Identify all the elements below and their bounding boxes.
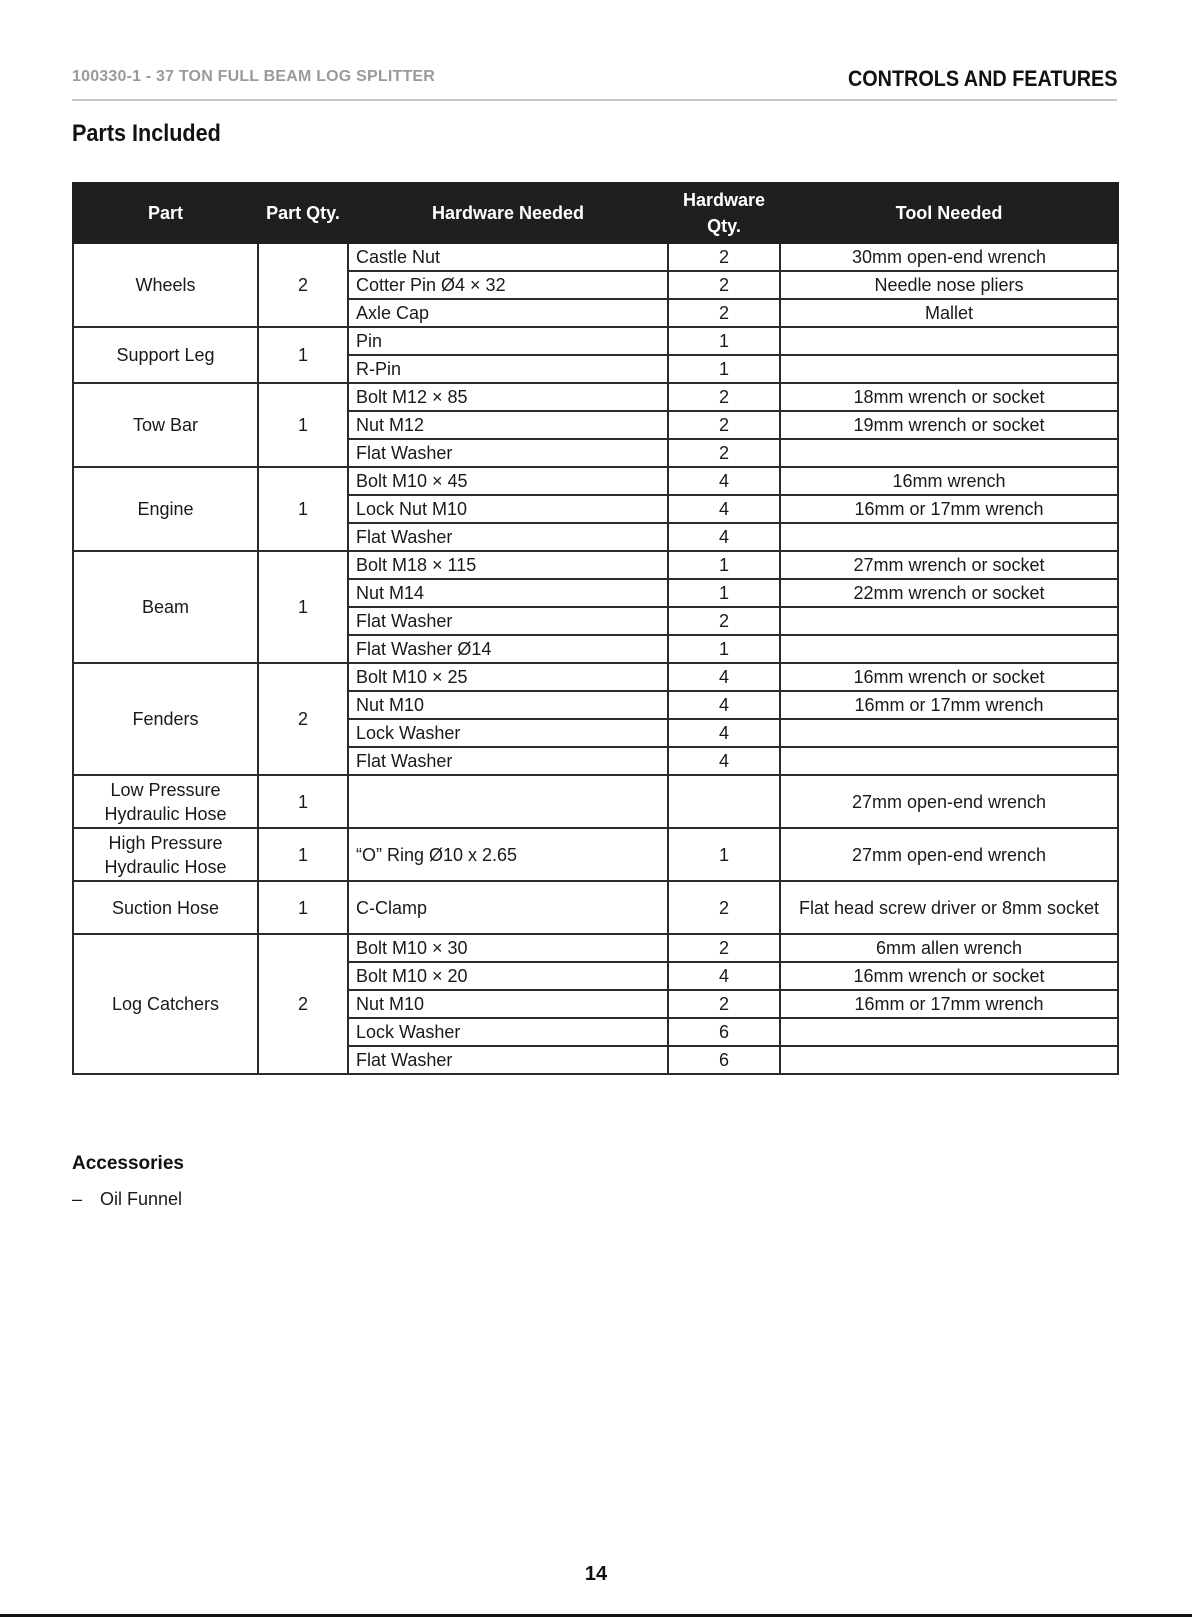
hardware-qty-cell: 1 (668, 635, 780, 663)
table-row (73, 934, 1118, 962)
tool-cell (780, 355, 1118, 383)
hardware-cell: Nut M10 (348, 990, 668, 1018)
section-title: CONTROLS AND FEATURES (847, 66, 1117, 91)
hardware-qty-cell: 2 (668, 934, 780, 962)
part-qty-cell: 1 (258, 467, 348, 551)
table-header-row (73, 183, 1118, 243)
part-qty-cell: 1 (258, 775, 348, 828)
hardware-cell: Flat Washer (348, 747, 668, 775)
tool-cell (780, 719, 1118, 747)
tool-cell: 30mm open-end wrench (780, 243, 1118, 271)
hardware-cell: Lock Washer (348, 1018, 668, 1046)
tool-cell (780, 523, 1118, 551)
hardware-qty-cell: 6 (668, 1046, 780, 1074)
hardware-cell: R-Pin (348, 355, 668, 383)
hardware-cell: Bolt M10 × 45 (348, 467, 668, 495)
tool-cell (780, 607, 1118, 635)
part-name-cell: Beam (73, 551, 258, 663)
document-code: 100330-1 - 37 TON FULL BEAM LOG SPLITTER (72, 68, 436, 85)
hardware-cell: Flat Washer (348, 1046, 668, 1074)
hardware-qty-cell: 2 (668, 607, 780, 635)
hardware-cell: C-Clamp (348, 881, 668, 934)
tool-cell: 6mm allen wrench (780, 934, 1118, 962)
tool-cell (780, 327, 1118, 355)
part-name-cell: Fenders (73, 663, 258, 775)
hardware-qty-cell (668, 775, 780, 828)
hardware-cell: Cotter Pin Ø4 × 32 (348, 271, 668, 299)
tool-cell: 16mm wrench (780, 467, 1118, 495)
tool-cell (780, 635, 1118, 663)
tool-cell (780, 1046, 1118, 1074)
column-header-tool-needed: Tool Needed (780, 183, 1118, 243)
hardware-cell: Axle Cap (348, 299, 668, 327)
hardware-qty-cell: 2 (668, 439, 780, 467)
column-header-part-qty: Part Qty. (258, 183, 348, 243)
part-qty-cell: 2 (258, 663, 348, 775)
hardware-cell: Flat Washer (348, 439, 668, 467)
hardware-cell: Flat Washer (348, 607, 668, 635)
tool-cell: 16mm or 17mm wrench (780, 691, 1118, 719)
header-divider (72, 99, 1117, 101)
hardware-qty-cell: 4 (668, 495, 780, 523)
hardware-cell: Nut M14 (348, 579, 668, 607)
hardware-qty-cell: 1 (668, 355, 780, 383)
page-title: Parts Included (72, 120, 221, 147)
part-qty-cell: 1 (258, 327, 348, 383)
hardware-cell: Flat Washer Ø14 (348, 635, 668, 663)
accessories-heading: Accessories (72, 1153, 184, 1174)
list-item (72, 1189, 182, 1210)
part-qty-cell: 1 (258, 551, 348, 663)
hardware-cell: Bolt M10 × 30 (348, 934, 668, 962)
hardware-qty-cell: 4 (668, 747, 780, 775)
hardware-cell: Bolt M12 × 85 (348, 383, 668, 411)
hardware-cell: “O” Ring Ø10 x 2.65 (348, 828, 668, 881)
part-name-cell: Wheels (73, 243, 258, 327)
tool-cell: 27mm wrench or socket (780, 551, 1118, 579)
hardware-qty-cell: 4 (668, 663, 780, 691)
hardware-qty-cell: 4 (668, 467, 780, 495)
part-name-cell: Suction Hose (73, 881, 258, 934)
hardware-qty-cell: 2 (668, 990, 780, 1018)
part-qty-cell: 1 (258, 383, 348, 467)
tool-cell: 16mm wrench or socket (780, 962, 1118, 990)
table-row (73, 243, 1118, 271)
hardware-cell: Bolt M18 × 115 (348, 551, 668, 579)
hardware-qty-cell: 2 (668, 881, 780, 934)
tool-cell (780, 1018, 1118, 1046)
part-name-cell: Engine (73, 467, 258, 551)
hardware-cell (348, 775, 668, 828)
parts-table-body (73, 243, 1118, 1074)
tool-cell: 19mm wrench or socket (780, 411, 1118, 439)
column-header-part: Part (73, 183, 258, 243)
hardware-cell: Bolt M10 × 20 (348, 962, 668, 990)
table-row (73, 775, 1118, 828)
tool-cell: 18mm wrench or socket (780, 383, 1118, 411)
table-row (73, 551, 1118, 579)
tool-cell: Needle nose pliers (780, 271, 1118, 299)
tool-cell: 22mm wrench or socket (780, 579, 1118, 607)
accessory-label: Oil Funnel (100, 1189, 183, 1209)
tool-cell: 16mm or 17mm wrench (780, 495, 1118, 523)
tool-cell: Flat head screw driver or 8mm socket (780, 881, 1118, 934)
part-name-cell: Log Catchers (73, 934, 258, 1074)
hardware-qty-cell: 2 (668, 411, 780, 439)
hardware-qty-cell: 4 (668, 523, 780, 551)
hardware-qty-cell: 2 (668, 299, 780, 327)
tool-cell: Mallet (780, 299, 1118, 327)
hardware-cell: Castle Nut (348, 243, 668, 271)
table-row (73, 327, 1118, 355)
tool-cell (780, 439, 1118, 467)
hardware-cell: Nut M10 (348, 691, 668, 719)
table-row (73, 663, 1118, 691)
tool-cell (780, 747, 1118, 775)
hardware-qty-cell: 4 (668, 962, 780, 990)
part-qty-cell: 1 (258, 881, 348, 934)
hardware-cell: Flat Washer (348, 523, 668, 551)
part-name-cell: Low Pressure Hydraulic Hose (73, 775, 258, 828)
hardware-cell: Lock Washer (348, 719, 668, 747)
hardware-qty-cell: 4 (668, 719, 780, 747)
hardware-qty-cell: 1 (668, 579, 780, 607)
hardware-qty-cell: 2 (668, 383, 780, 411)
hardware-cell: Bolt M10 × 25 (348, 663, 668, 691)
hardware-cell: Pin (348, 327, 668, 355)
table-row (73, 828, 1118, 881)
tool-cell: 27mm open-end wrench (780, 828, 1118, 881)
hardware-qty-cell: 6 (668, 1018, 780, 1046)
tool-cell: 16mm or 17mm wrench (780, 990, 1118, 1018)
column-header-hardware-qty: Hardware Qty. (668, 183, 780, 243)
hardware-cell: Lock Nut M10 (348, 495, 668, 523)
hardware-cell: Nut M12 (348, 411, 668, 439)
hardware-qty-cell: 1 (668, 828, 780, 881)
hardware-qty-cell: 4 (668, 691, 780, 719)
page-number: 14 (584, 1563, 608, 1585)
part-qty-cell: 2 (258, 243, 348, 327)
hardware-qty-cell: 2 (668, 271, 780, 299)
tool-cell: 27mm open-end wrench (780, 775, 1118, 828)
table-row (73, 881, 1118, 934)
accessories-list (72, 1189, 182, 1210)
tool-cell: 16mm wrench or socket (780, 663, 1118, 691)
part-name-cell: High Pressure Hydraulic Hose (73, 828, 258, 881)
part-qty-cell: 1 (258, 828, 348, 881)
table-row (73, 383, 1118, 411)
hardware-qty-cell: 1 (668, 327, 780, 355)
bullet-dash: – (72, 1189, 83, 1209)
part-qty-cell: 2 (258, 934, 348, 1074)
table-row (73, 467, 1118, 495)
part-name-cell: Tow Bar (73, 383, 258, 467)
hardware-qty-cell: 1 (668, 551, 780, 579)
parts-table (72, 182, 1119, 1075)
column-header-hardware-needed: Hardware Needed (348, 183, 668, 243)
hardware-qty-cell: 2 (668, 243, 780, 271)
part-name-cell: Support Leg (73, 327, 258, 383)
